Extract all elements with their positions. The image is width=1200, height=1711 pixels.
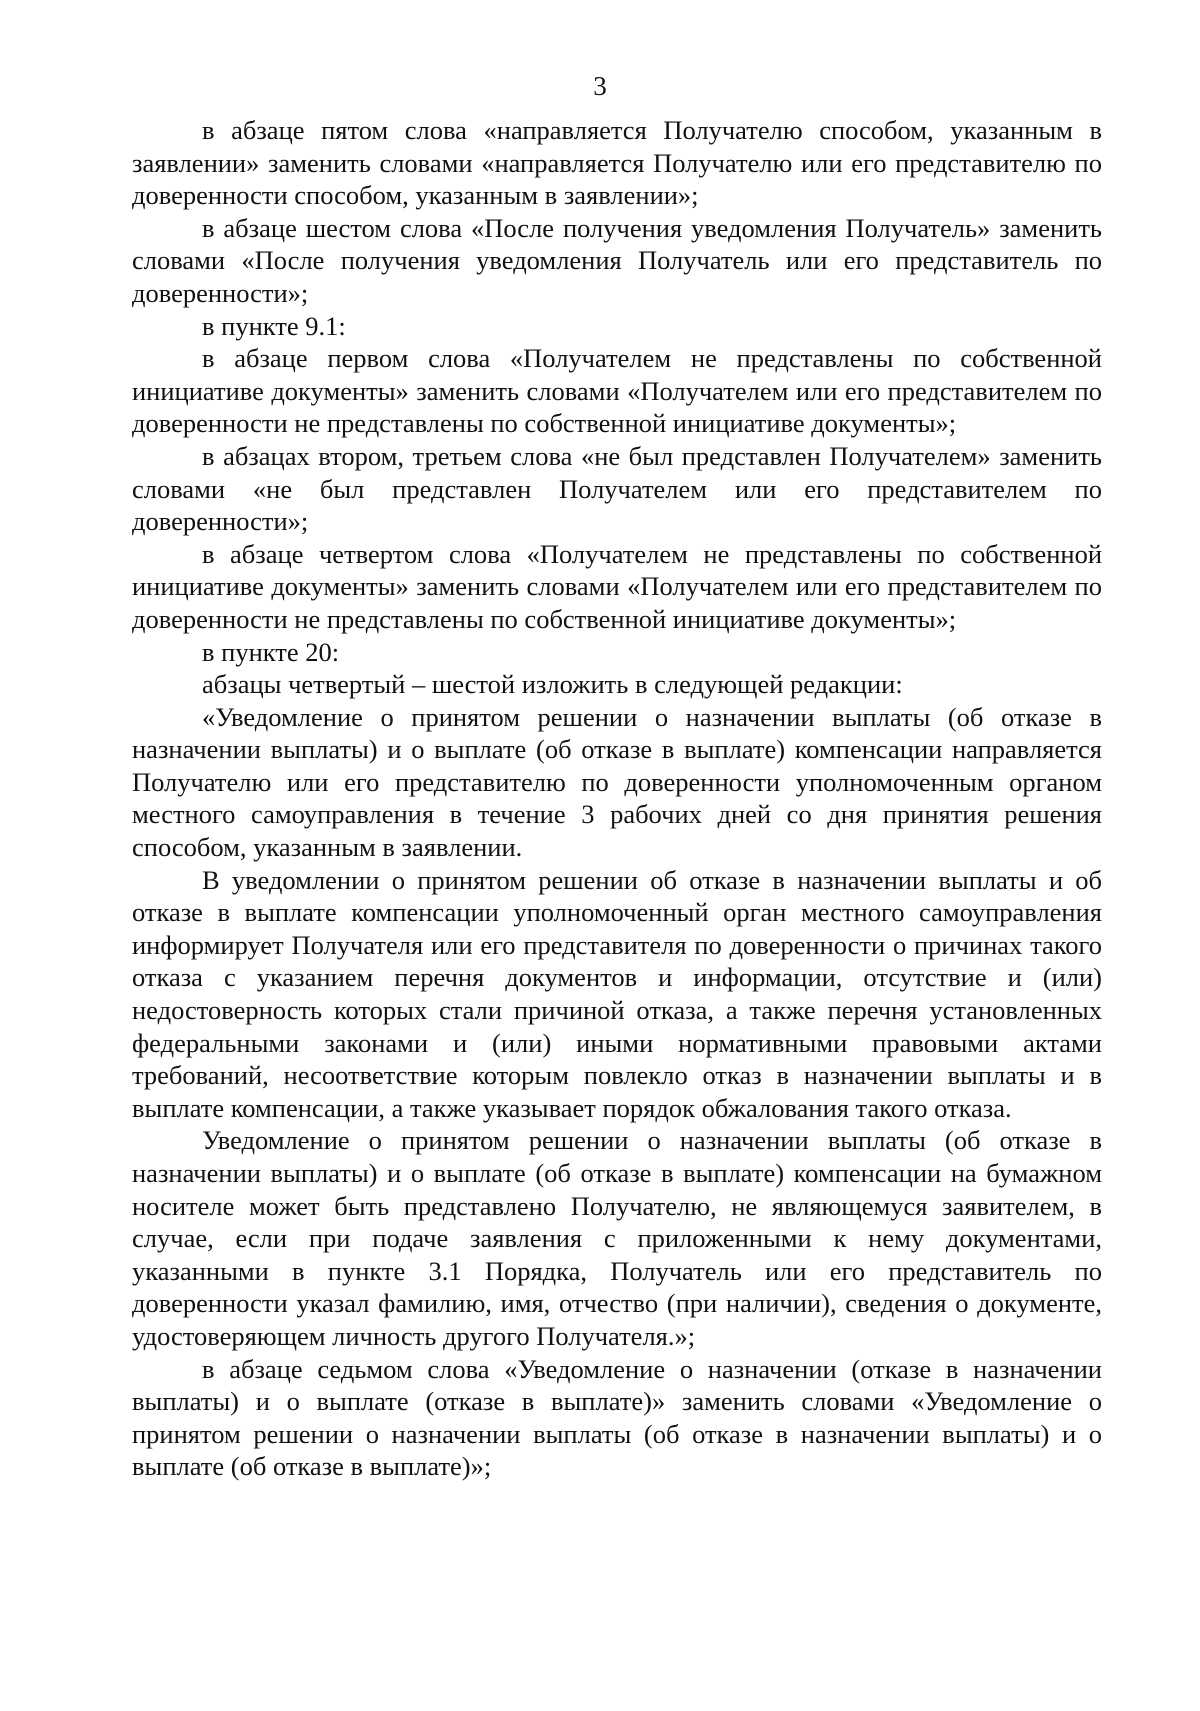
paragraph-11: Уведомление о принятом решении о назначении выплаты (об отказе в назначении выплаты) и о выплате (об отказе в выплате) компенсации на бумажном носителе может быть представлено Получателю, не являющемуся заявителем, в случае, если при подаче заявления с приложенными к нему документами, указанными в пункте 3.1 Порядка, Получатель или его представитель по доверенности указал фамилию, имя, отчество (при наличии), сведения о документе, удостоверяющем личность другого Получателя.»; [132,1125,1102,1351]
paragraph-12: в абзаце седьмом слова «Уведомление о назначении (отказе в назначении выплаты) и о выплате (отказе в выплате)» заменить словами «Уведомление о принятом решении о назначении выплаты (об отказе в назначении выплаты) и о выплате (об отказе в выплате)»; [132,1353,1102,1482]
paragraph-10: В уведомлении о принятом решении об отказе в назначении выплаты и об отказе в выплате компенсации уполномоченный орган местного самоуправления информирует Получателя или его представителя по доверенности о причинах такого отказа с указанием перечня документов и информации, отсутствие и (или) недостоверность которых стали причиной отказа, а также перечня установленных федеральными законами и (или) иными нормативными правовыми актами требований, несоответствие которым повлекло отказ в назначении выплаты и в выплате компенсации, а также указывает порядок обжалования такого отказа. [132,864,1102,1123]
paragraph-6: в абзаце четвертом слова «Получателем не представлены по собственной инициативе документы» заменить словами «Получателем или его представителем по доверенности не представлены по собственной инициативе документы»; [132,538,1102,634]
paragraph-4: в абзаце первом слова «Получателем не представлены по собственной инициативе документы» заменить словами «Получателем или его представителем по доверенности не представлены по собственной инициативе документы»; [132,343,1102,439]
paragraph-9: «Уведомление о принятом решении о назначении выплаты (об отказе в назначении выплаты) и о выплате (об отказе в выплате) компенсации направляется Получателю или его представителю по доверенности уполномоченным органом местного самоуправления в течение 3 рабочих дней со дня принятия решения способом, указанным в заявлении. [132,701,1102,863]
paragraph-5: в абзацах втором, третьем слова «не был представлен Получателем» заменить словами «не был представлен Получателем или его представителем по доверенности»; [132,440,1102,537]
paragraph-2: в абзаце шестом слова «После получения уведомления Получатель» заменить словами «После получения уведомления Получатель или его представитель по доверенности»; [132,212,1102,308]
page-number: 3 [593,71,607,101]
paragraph-1: в абзаце пятом слова «направляется Получателю способом, указанным в заявлении» заменить словами «направляется Получателю или его представителю по доверенности способом, указанным в заявлении»; [132,115,1102,211]
document-body [132,114,1102,1483]
paragraph-8: абзацы четвертый – шестой изложить в следующей редакции: [202,669,903,700]
paragraph-7: в пункте 20: [202,636,340,667]
paragraph-3: в пункте 9.1: [202,310,346,341]
